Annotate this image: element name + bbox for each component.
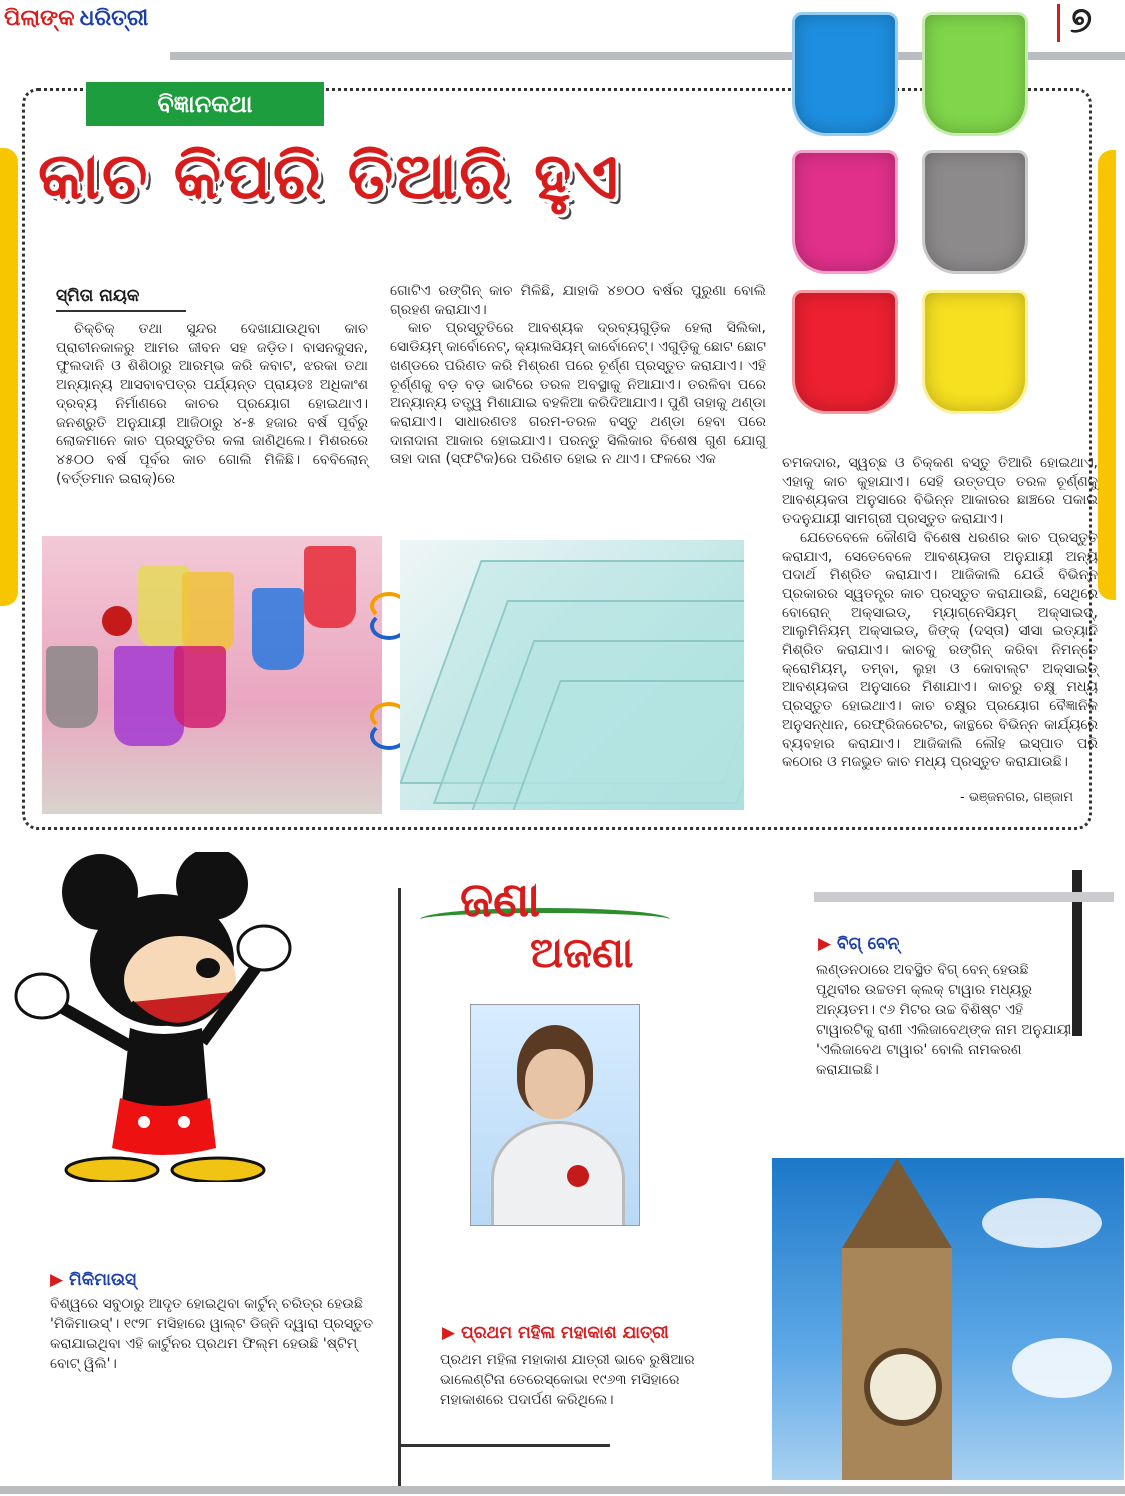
mickey-text: ବିଶ୍ୱରେ ସବୁଠାରୁ ଆଦୃତ ହୋଇଥିବା କାର୍ଟୁନ୍ ଚରିତ୍ର ହେଉଛି 'ମିକିମାଉସ୍'। ୧୯୨୮ ମସିହାରେ ୱାଲ୍ଟ ଡିଜ୍‌ନି ଦ୍ୱାରା ପ୍ରସ୍ତୁତ କରାଯାଇଥିବା ଏହି କାର୍ଟୁନର ପ୍ରଥମ ଫିଲ୍ମ ହେଉଛି 'ଷ୍ଟିମ୍ ବୋଟ୍ ୱିଲି'। — [50, 1296, 374, 1372]
article-paragraph: ଯେତେବେଳେ କୌଣସି ବିଶେଷ ଧରଣର କାଚ ପ୍ରସ୍ତୁତ କରାଯାଏ, ସେତେବେଳେ ଆବଶ୍ୟକତା ଅନୁଯାୟୀ ଅନ୍ୟ ପଦାର୍ଥ ମିଶ୍ରିତ କରାଯାଏ। ଆଜିକାଲି ଯେଉଁ ବିଭିନ୍ନ ପ୍ରକାରର ସ୍ୱତନ୍ତ୍ର କାଚ ପ୍ରସ୍ତୁତ କରାଯାଉଛି, ସେଥିରେ ବୋରୋନ୍ ଅକ୍ସାଇଡ୍, ମ୍ୟାଗ୍ନେସିୟମ୍ ଅକ୍ସାଇଡ୍, ଆଲୁମିନିୟମ୍ ଅକ୍ସାଇଡ୍, ଜିଙ୍କ୍ (ଦସ୍ତା) ସୀସା ଇତ୍ୟାଦି ମିଶ୍ରିତ କରାଯାଏ। କାଚକୁ ରଙ୍ଗିନ୍ କରିବା ନିମନ୍ତେ କ୍ରୋମିୟମ୍, ତମ୍ବା, ଲୁହା ଓ କୋବାଲ୍ଟ ଅକ୍ସାଇଡ୍ ଆବଶ୍ୟକତା ଅନୁସାରେ ମିଶାଯାଏ। କାଚରୁ ଚକ୍ଷୁ ମଧ୍ୟ ପ୍ରସ୍ତୁତ ହୋଇଥାଏ। କାଚ ଚକ୍ଷୁର ପ୍ରୟୋଗ ବୈଜ୍ଞାନିକ ଅନୁସନ୍ଧାନ, ରେଫ୍ରିଜରେଟର, କାନ୍ଥରେ ବିଭିନ୍ନ କାର୍ଯ୍ୟରେ ବ୍ୟବହାର କରାଯାଏ। ଆଜିକାଲି ଲୌହ ଇସ୍ପାତ ପରି କଠୋର ଓ ମଜଭୁତ କାଚ ମଧ୍ୟ ପ୍ରସ୍ତୁତ କରାଯାଉଛି। — [782, 529, 1098, 771]
astronaut-text: ପ୍ରଥମ ମହିଳା ମହାକାଶ ଯାତ୍ରୀ ଭାବେ ରୁଷିଆର ଭାଲେଣ୍ଟିନା ତେରେସ୍କୋଭା ୧୯୬୩ ମସିହାରେ ମହାକାଶରେ ପଦାର୍ପଣ କରିଥିଲେ। — [440, 1352, 695, 1408]
bigben-text: ଲଣ୍ଡନଠାରେ ଅବସ୍ଥିତ ବିଗ୍ ବେନ୍ ହେଉଛି ପୃଥିବୀର ଉଚ୍ଚତମ କ୍ଲକ୍ ଟାୱାର ମଧ୍ୟରୁ ଅନ୍ୟତମ। ୯୬ ମିଟର ଉଚ୍ଚ ବିଶିଷ୍ଟ ଏହି ଟାୱାରଟିକୁ ରାଣୀ ଏଲିଜାବେଥ୍‌ଙ୍କ ନାମ ଅନୁଯାୟୀ 'ଏଲିଜାବେଥ ଟାୱାର' ବୋଲି ନାମକରଣ କରାଯାଇଛି। — [816, 962, 1072, 1078]
logo-word2: ଅଜଣା — [530, 928, 634, 977]
author-name: ସ୍ମିତା ନାୟକ — [56, 286, 140, 306]
dateline: - ଭଞ୍ଜନଗର, ଗଞ୍ଜାମ — [960, 790, 1073, 805]
right-yellow-tab — [1098, 150, 1116, 600]
article-paragraph: ଚମକଦାର, ସ୍ୱଚ୍ଛ ଓ ଚିକ୍କଣ ବସ୍ତୁ ତିଆରି ହୋଇଥାଏ, ଏହାକୁ କାଚ କୁହାଯାଏ। ସେହି ଉତ୍ତପ୍ତ ତରଳ ଚୂର୍ଣ୍ଣକୁ ଆବଶ୍ୟକତା ଅନୁସାରେ ବିଭିନ୍ନ ଆକାରର ଛାଞ୍ଚରେ ପକାଇ ତଦନୁଯାୟୀ ସାମଗ୍ରୀ ପ୍ରସ୍ତୁତ କରାଯାଏ। — [782, 455, 1098, 528]
bigben-heading — [818, 934, 899, 954]
column-divider-foot — [398, 1444, 610, 1447]
section-tag: ବିଜ୍ଞାନକଥା — [86, 82, 324, 126]
left-yellow-tab — [0, 148, 18, 606]
triangle-bullet-icon: ▶ — [818, 934, 832, 954]
emblem-icon — [567, 1165, 589, 1187]
mickey-heading — [50, 1270, 136, 1290]
article-column-3 — [782, 454, 1098, 772]
tower-spire — [842, 1158, 952, 1248]
bigben-title: ବିଗ୍ ବେନ୍ — [837, 934, 900, 954]
author-underline — [56, 310, 186, 312]
berries-decoration — [102, 606, 132, 636]
glass-cup-image — [304, 546, 356, 628]
article-paragraph: ଗୋଟିଏ ରଙ୍ଗିନ୍ କାଚ ମିଳିଛି, ଯାହାକି ୪୭୦୦ ବର୍ଷର ପୁରୁଣା ବୋଲି ଗ୍ରହଣ କରାଯାଏ। — [390, 283, 766, 318]
triangle-bullet-icon: ▶ — [442, 1323, 456, 1343]
jana-ajana-logo — [420, 872, 710, 996]
cloud-shape — [982, 1198, 1102, 1248]
masthead-logo — [4, 6, 164, 42]
page-number-divider — [1057, 4, 1060, 42]
headline: କାଚ କିପରି ତିଆରି ହୁଏ — [38, 140, 621, 214]
astronaut-heading — [442, 1323, 669, 1343]
clock-face-icon — [864, 1348, 942, 1426]
spacesuit-shape — [491, 1121, 625, 1226]
face-shape — [525, 1049, 585, 1119]
astronaut-photo — [470, 1004, 640, 1226]
glass-tumbler-image — [792, 150, 898, 274]
mickey-mouse-illustration — [12, 852, 292, 1182]
glass-tumbler-image — [792, 290, 898, 414]
page-number: ୭ — [1070, 0, 1093, 41]
colored-glasses-photo — [42, 536, 382, 814]
glass-tumbler-image — [792, 12, 898, 136]
glass-cup-image — [174, 646, 226, 728]
glass-tumbler-image — [922, 150, 1028, 274]
footer-rule — [0, 1486, 1125, 1494]
masthead-part1: ପିଲାଙ୍କ — [4, 6, 75, 31]
logo-word1: ଜଣା — [460, 872, 541, 928]
glass-cup-image — [46, 646, 98, 728]
glass-cup-image — [182, 572, 234, 654]
article-column-1 — [56, 320, 368, 488]
glass-sheets-photo — [400, 540, 744, 810]
column-divider — [398, 888, 401, 1488]
big-ben-photo — [772, 1158, 1124, 1480]
cloud-shape — [1012, 1338, 1112, 1398]
glass-tumbler-image — [922, 12, 1028, 136]
glass-tumbler-image — [922, 290, 1028, 414]
article-paragraph: କାଚ ପ୍ରସ୍ତୁତିରେ ଆବଶ୍ୟକ ଦ୍ରବ୍ୟଗୁଡ଼ିକ ହେଲା ସିଲିକା, ସୋଡିୟମ୍ କାର୍ବୋନେଟ୍, କ୍ୟାଲସିୟମ୍ କାର୍ବୋନେଟ୍। ଏଗୁଡ଼ିକୁ ଛୋଟ ଛୋଟ ଖଣ୍ଡରେ ପରିଣତ କରି ମିଶ୍ରଣ ପରେ ଚୂର୍ଣ୍ଣ ପ୍ରସ୍ତୁତ କରାଯାଏ। ଏହି ଚୂର୍ଣ୍ଣକୁ ବଡ଼ ବଡ଼ ଭାଟିରେ ତରଳ ଅବସ୍ଥାକୁ ନିଆଯାଏ। ତରଳିବା ପରେ ଅନ୍ୟାନ୍ୟ ତତ୍ତ୍ୱ ମିଶାଯାଇ ବହଳିଆ କରିଦିଆଯାଏ। ପୁଣି ତାହାକୁ ଥଣ୍ଡା କରାଯାଏ। ସାଧାରଣତଃ ଗରମ-ତରଳ ବସ୍ତୁ ଥଣ୍ଡା ହେବା ପରେ ଦାନାଦାନା ଆକାର ହୋଇଯାଏ। ପରନ୍ତୁ ସିଲିକାର ବିଶେଷ ଗୁଣ ଯୋଗୁ ତାହା ଦାନା (ସ୍ଫଟିକ)ରେ ପରିଣତ ହୋଇ ନ ଥାଏ। ଫଳରେ ଏକ — [390, 320, 766, 468]
mickey-title: ମିକିମାଉସ୍ — [69, 1270, 137, 1290]
bigben-frame-rule — [814, 892, 1114, 902]
glass-cup-image — [252, 588, 304, 670]
article-column-2 — [390, 282, 766, 469]
article-paragraph: ଚିକ୍‌ଚିକ୍ ତଥା ସୁନ୍ଦର ଦେଖାଯାଉଥିବା କାଚ ପ୍ରାଚୀନକାଳରୁ ଆମର ଜୀବନ ସହ ଜଡ଼ିତ। ବାସନକୁସନ, ଫୁଲଦାନି ଓ ଶିଶିଠାରୁ ଆରମ୍ଭ କରି କବାଟ, ଝରକା ତଥା ଅନ୍ୟାନ୍ୟ ଆସବାବପତ୍ର ପର୍ଯ୍ୟନ୍ତ ପ୍ରାୟତଃ ଅଧିକାଂଶ ଦ୍ରବ୍ୟ ନିର୍ମାଣରେ କାଚର ପ୍ରୟୋଗ ହୋଇଥାଏ। ଜନଶ୍ରୁତି ଅନୁଯାୟୀ ଆଜିଠାରୁ ୪-୫ ହଜାର ବର୍ଷ ପୂର୍ବରୁ ଲୋକମାନେ କାଚ ପ୍ରସ୍ତୁତିର କଳା ଜାଣିଥିଲେ। ମିଶରରେ ୪୫୦୦ ବର୍ଷ ପୂର୍ବର କାଚ ଗୋଲି ମିଳିଛି। ବେବିଲୋନ୍ (ବର୍ତ୍ତମାନ ଇରାକ୍)ରେ — [56, 321, 368, 487]
masthead-part2: ଧରିତ୍ରୀ — [79, 6, 149, 31]
triangle-bullet-icon: ▶ — [50, 1270, 64, 1290]
astronaut-title: ପ୍ରଥମ ମହିଳା ମହାକାଶ ଯାତ୍ରୀ — [461, 1323, 669, 1343]
